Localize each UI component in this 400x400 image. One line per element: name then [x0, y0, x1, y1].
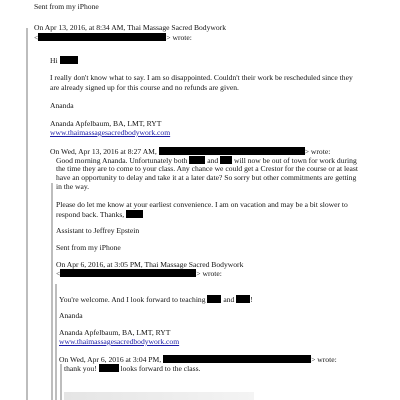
redaction: [60, 269, 196, 277]
redaction: [126, 210, 143, 218]
paragraph-1-line-1: I really don't know what to say. I am so disappointed. Couldn't their work be rescheduled since they: [50, 73, 353, 82]
redaction: [207, 295, 221, 303]
body-2-line-3: have an opportunity to delay and take it at a later date? So sorry but other commitments are getting: [56, 173, 357, 182]
reply-header-3-address: < > wrote:: [56, 269, 222, 278]
top-signature: Sent from my iPhone: [34, 2, 99, 11]
signature-name-2: Ananda Apfelbaum, BA, LMT, RYT: [59, 328, 171, 337]
signoff: Ananda: [50, 101, 74, 110]
redaction: [236, 295, 250, 303]
redaction: [163, 355, 311, 363]
redaction: [38, 33, 166, 41]
signoff-2: Ananda: [59, 311, 83, 320]
body-2-line-4: in the way.: [56, 182, 90, 191]
thanks-line: thank you! looks forward to the class.: [64, 364, 201, 373]
greeting: Hi: [50, 55, 78, 66]
quote-bar-level2: [51, 183, 53, 400]
reply-header-3: On Apr 6, 2016, at 3:05 PM, Thai Massage Sacred Bodywork: [56, 260, 244, 269]
body-2-line-1: Good morning Ananda. Unfortunately both and will now be out of town for work during: [56, 156, 357, 165]
signature-url-2[interactable]: [59, 337, 179, 347]
reply-header-1: On Apr 13, 2016, at 8:34 AM, Thai Massage Sacred Bodywork: [34, 23, 227, 32]
signature-link[interactable]: www.thaimassagesacredbodywork.com: [50, 128, 171, 137]
body-2-line-5: Please do let me know at your earliest convenience. I am on vacation and may be a bit slower to: [56, 200, 348, 209]
signature-name: Ananda Apfelbaum, BA, LMT, RYT: [50, 119, 162, 128]
signature-link-2[interactable]: www.thaimassagesacredbodywork.com: [59, 337, 180, 346]
redaction: [220, 156, 232, 164]
body-2-line-6: respond back. Thanks,: [56, 209, 143, 220]
welcome-line: You're welcome. And I look forward to teaching and !: [59, 295, 253, 304]
body-2-line-2: the time they are to come to your class. Any chance we could get a Crestor for the course or at least: [56, 164, 358, 173]
reply-header-2: On Wed, Apr 13, 2016 at 8:27 AM, > wrote:: [50, 147, 331, 156]
sent-from-iphone: Sent from my iPhone: [56, 243, 121, 252]
signature-url[interactable]: [50, 128, 170, 138]
redaction: [159, 147, 305, 155]
redaction: [60, 56, 78, 64]
paragraph-1-line-2: are already signed up for this course and no refunds are given.: [50, 83, 239, 92]
reply-header-4: On Wed, Apr 6, 2016 at 3:04 PM, > wrote:: [59, 355, 337, 364]
redaction: [99, 364, 119, 372]
cut-off-text: [64, 392, 254, 400]
redaction: [189, 156, 205, 164]
quote-bar-level1: [26, 28, 28, 400]
reply-header-1-address: < > wrote:: [34, 33, 192, 42]
assistant-line: Assistant to Jeffrey Epstein: [56, 226, 140, 235]
quote-bar-level3: [55, 284, 57, 400]
quote-bar-level4: [60, 364, 62, 400]
